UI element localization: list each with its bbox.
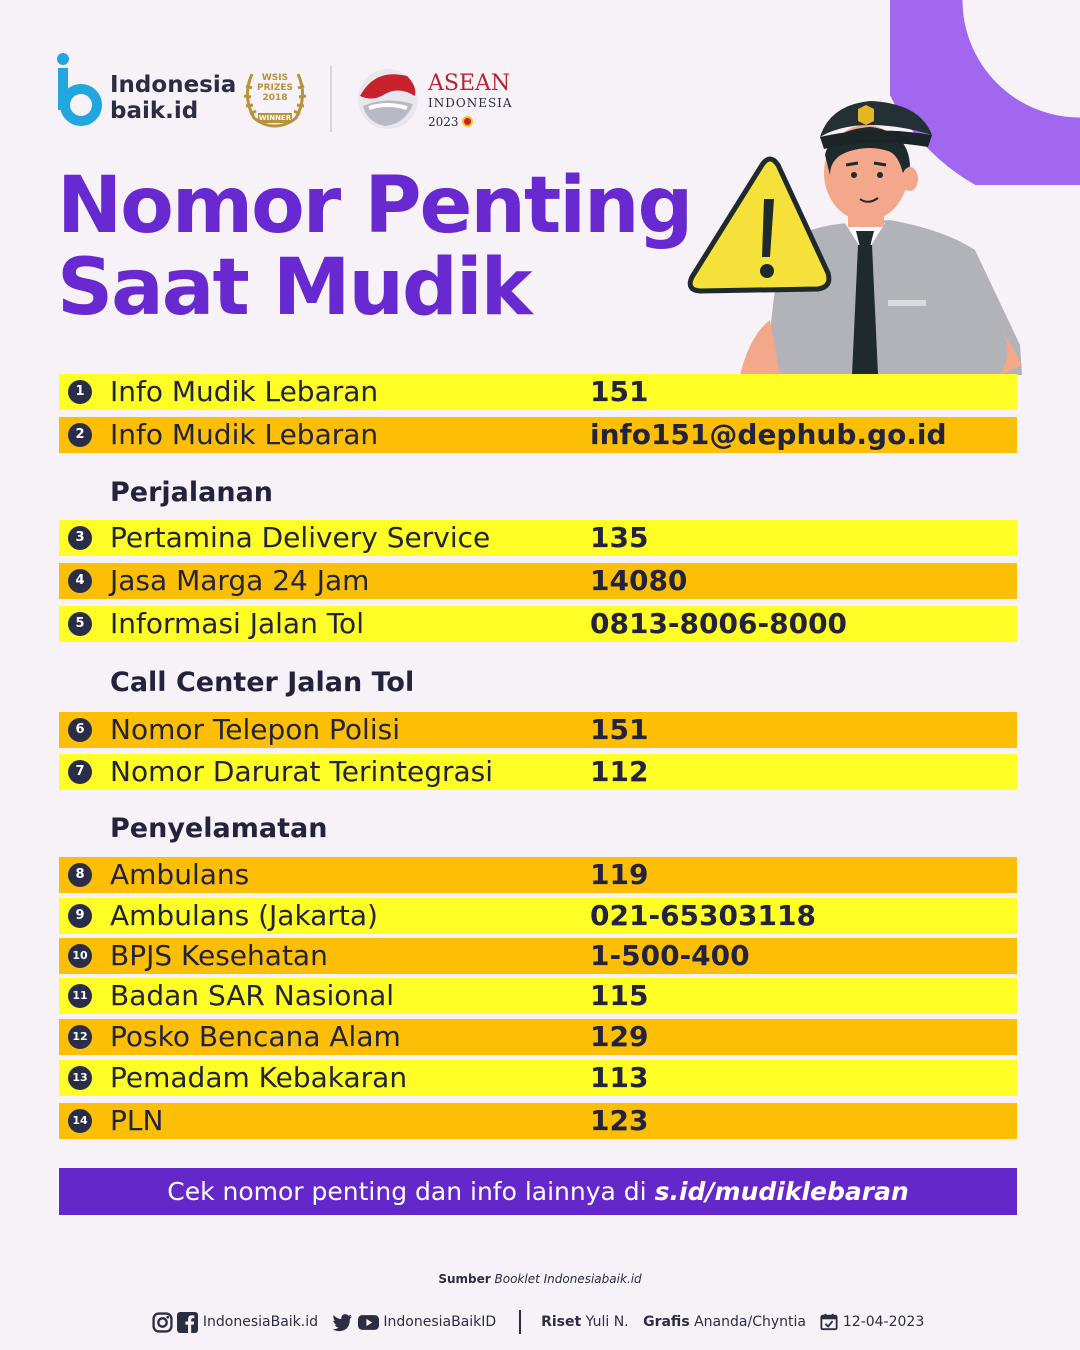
header-divider	[330, 66, 332, 132]
list-item	[59, 857, 1017, 893]
list-item	[59, 1060, 1017, 1096]
item-number-badge: 7	[68, 760, 92, 784]
item-number-badge: 9	[68, 904, 92, 928]
list-item	[59, 520, 1017, 556]
item-value: 0813-8006-8000	[590, 607, 848, 640]
item-label: Ambulans	[110, 858, 250, 891]
item-label: Badan SAR Nasional	[110, 979, 395, 1012]
item-value: 021-65303118	[590, 899, 816, 932]
footer-credits	[152, 1310, 934, 1338]
item-value: 14080	[590, 564, 688, 597]
item-label: Nomor Darurat Terintegrasi	[110, 755, 494, 788]
item-number-badge: 5	[68, 612, 92, 636]
item-number-badge: 10	[68, 944, 92, 968]
list-item	[59, 754, 1017, 790]
banner-text: Cek nomor penting dan info lainnya di	[167, 1177, 655, 1206]
item-value: 115	[590, 979, 649, 1012]
item-value: 112	[590, 755, 649, 788]
item-label: Posko Bencana Alam	[110, 1020, 401, 1053]
info-banner	[59, 1168, 1017, 1215]
list-item	[59, 1019, 1017, 1055]
item-label: Nomor Telepon Polisi	[110, 713, 400, 746]
wsis-winner-band: WINNER	[258, 114, 292, 122]
item-value: 123	[590, 1104, 649, 1137]
item-value: 119	[590, 858, 649, 891]
indonesiabaik-logo-text: Indonesia baik.id	[110, 72, 237, 124]
item-number-badge: 1	[68, 380, 92, 404]
list-item	[59, 938, 1017, 974]
item-number-badge: 3	[68, 526, 92, 550]
list-item	[59, 606, 1017, 642]
footer-handle-indonesiabaik: IndonesiaBaik.id	[202, 1314, 319, 1330]
item-value: info151@dephub.go.id	[590, 418, 947, 451]
officer-warning-illustration	[670, 95, 1030, 375]
youtube-icon	[358, 1312, 379, 1333]
item-number-badge: 2	[68, 423, 92, 447]
calendar-icon	[820, 1313, 838, 1331]
item-number-badge: 13	[68, 1066, 92, 1090]
item-label: Info Mudik Lebaran	[110, 418, 379, 451]
item-number-badge: 8	[68, 863, 92, 887]
item-label: Info Mudik Lebaran	[110, 375, 379, 408]
source-credit: Sumber Booklet Indonesiabaik.id	[438, 1272, 642, 1286]
item-number-badge: 12	[68, 1025, 92, 1049]
section-heading-call-center: Call Center Jalan Tol	[110, 667, 415, 698]
asean-logo-icon	[355, 66, 421, 132]
item-label: BPJS Kesehatan	[110, 939, 328, 972]
item-value: 1-500-400	[590, 939, 750, 972]
indonesiabaik-logo-icon	[55, 52, 110, 127]
facebook-icon	[177, 1312, 198, 1333]
page-title: Nomor Penting Saat Mudik	[57, 161, 692, 333]
item-label: Pemadam Kebakaran	[110, 1061, 408, 1094]
footer-handle-indonesiabaikid: IndonesiaBaikID	[383, 1314, 497, 1330]
item-value: 151	[590, 375, 649, 408]
item-number-badge: 11	[68, 984, 92, 1008]
item-value: 151	[590, 713, 649, 746]
list-item	[59, 563, 1017, 599]
list-item	[59, 712, 1017, 748]
item-value: 129	[590, 1020, 649, 1053]
footer-grafis: Grafis Ananda/Chyntia	[643, 1314, 806, 1330]
list-item	[59, 1103, 1017, 1139]
item-label: Pertamina Delivery Service	[110, 521, 491, 554]
item-label: Informasi Jalan Tol	[110, 607, 364, 640]
item-label: PLN	[110, 1104, 164, 1137]
asean-emblem-icon	[462, 116, 473, 127]
list-item	[59, 374, 1017, 410]
item-value: 113	[590, 1061, 649, 1094]
instagram-icon	[152, 1312, 173, 1333]
item-number-badge: 4	[68, 569, 92, 593]
footer-riset: Riset Yuli N.	[541, 1314, 629, 1330]
footer-divider	[519, 1310, 521, 1334]
item-label: Ambulans (Jakarta)	[110, 899, 378, 932]
section-heading-penyelamatan: Penyelamatan	[110, 813, 328, 844]
section-heading-perjalanan: Perjalanan	[110, 477, 274, 508]
list-item	[59, 898, 1017, 934]
footer-date: 12-04-2023	[842, 1314, 925, 1330]
banner-link[interactable]: s.id/mudiklebaran	[654, 1177, 909, 1206]
list-item	[59, 417, 1017, 453]
twitter-icon	[332, 1312, 353, 1333]
item-number-badge: 6	[68, 718, 92, 742]
list-item	[59, 978, 1017, 1014]
item-number-badge: 14	[68, 1109, 92, 1133]
item-value: 135	[590, 521, 649, 554]
wsis-badge: WSIS PRIZES 2018	[256, 73, 294, 103]
asean-logo-text: ASEAN INDONESIA 2023	[428, 71, 513, 129]
item-label: Jasa Marga 24 Jam	[110, 564, 370, 597]
